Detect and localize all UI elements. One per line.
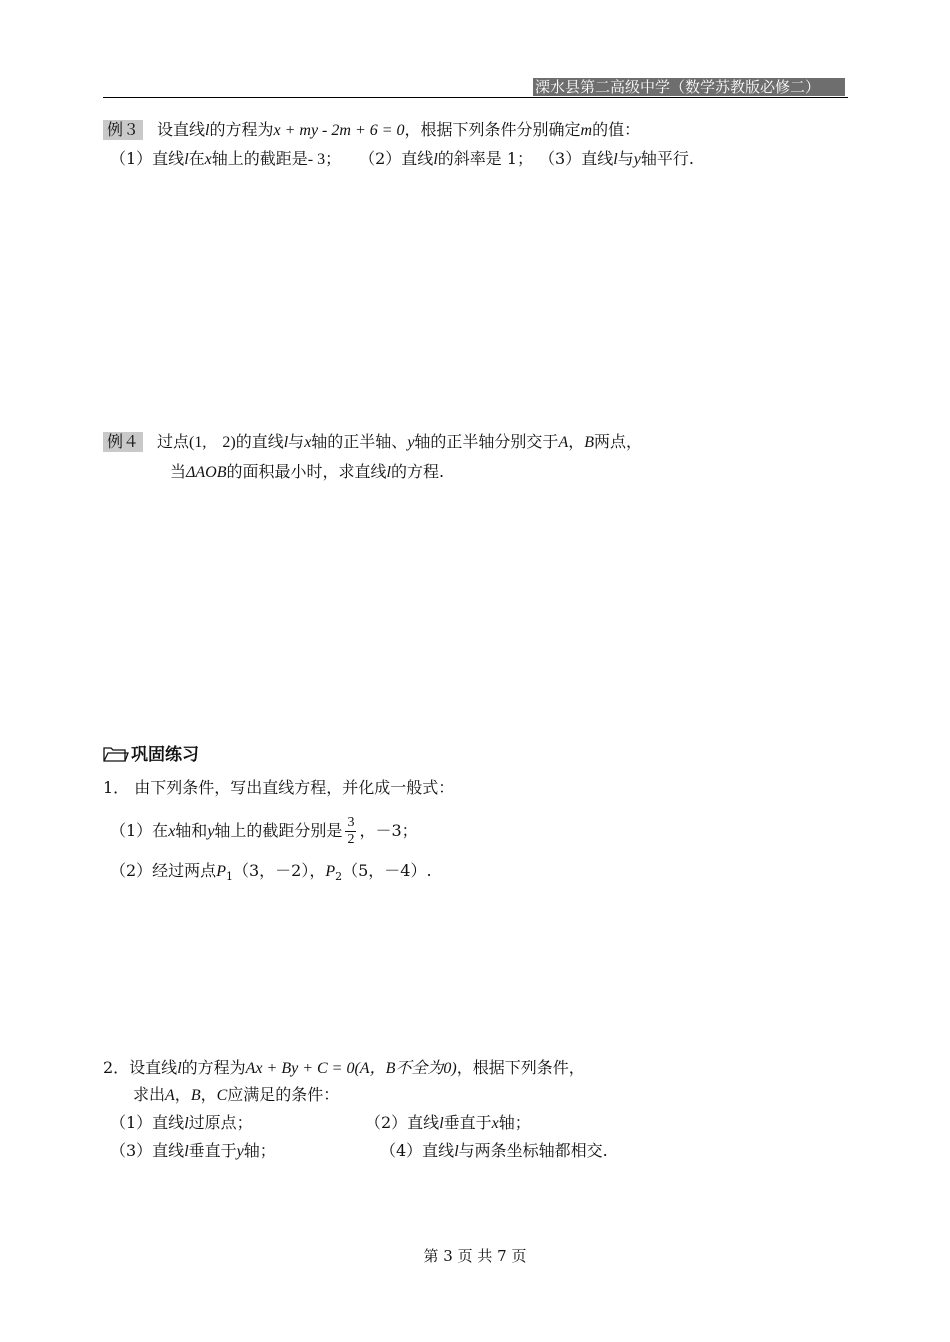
practice-q1-stem: 1． 由下列条件，写出直线方程，并化成一般式： — [103, 778, 455, 797]
header-rule — [103, 97, 848, 98]
practice-q2-condition3: （3）直线l垂直于y轴； — [110, 1141, 276, 1160]
example4-point: (1, 2) — [189, 434, 236, 451]
practice-q2-stem: 2．设直线l的方程为Ax + By + C = 0(A，B不全为0)，根据下列条件， — [103, 1058, 585, 1077]
practice-q1-condition2: （2）经过两点$P_1(3$，－2），$P_2(5$，－4）. — [110, 861, 432, 884]
document-header — [533, 78, 845, 96]
fraction-three-halves: $\frac{3}{2}$ — [347, 815, 355, 847]
q2-condition: (A，B不全为0) — [354, 1060, 457, 1077]
triangle-aob: ΔAOB — [186, 464, 227, 481]
q2-equation: Ax + By + C = 0 — [245, 1060, 355, 1077]
example3-statement: 例３ 设直线l的方程为x + my - 2m + 6 = 0，根据下列条件分别确定m的值： — [103, 120, 640, 141]
practice-q2-condition1: （1）直线l过原点； — [110, 1113, 253, 1132]
practice-q2-condition2: （2）直线l垂直于x轴； — [365, 1113, 531, 1132]
practice-q2-condition4: （4）直线l与两条坐标轴都相交. — [380, 1141, 608, 1160]
practice-q1-condition1: （1）在x轴和y轴上的截距分别是 $\frac{3}{2}$ ，－3； — [110, 815, 418, 847]
example4-statement: 例４ 过点(1, 2)的直线l与x轴的正半轴、y轴的正半轴分别交于A，B两点， — [103, 432, 642, 453]
example4-tag: 例４ — [103, 432, 143, 452]
practice-section-title: 巩固练习 — [103, 745, 199, 768]
page-number: 第 3 页 共 7 页 — [423, 1247, 527, 1265]
folder-icon — [103, 745, 129, 768]
example4-question: 当ΔAOB的面积最小时，求直线l的方程. — [170, 462, 445, 481]
example3-tag: 例３ — [103, 120, 143, 140]
example3-equation: x + my - 2m + 6 = 0 — [273, 122, 405, 139]
practice-q2-stem-line2: 求出A，B，C应满足的条件： — [133, 1085, 340, 1104]
example3-conditions: （1）直线l在x轴上的截距是- 3； （2）直线l的斜率是 1； （3）直线l与y轴平行. — [110, 149, 694, 168]
header-title: 溧水县第二高级中学（数学苏教版必修二） — [535, 78, 821, 96]
